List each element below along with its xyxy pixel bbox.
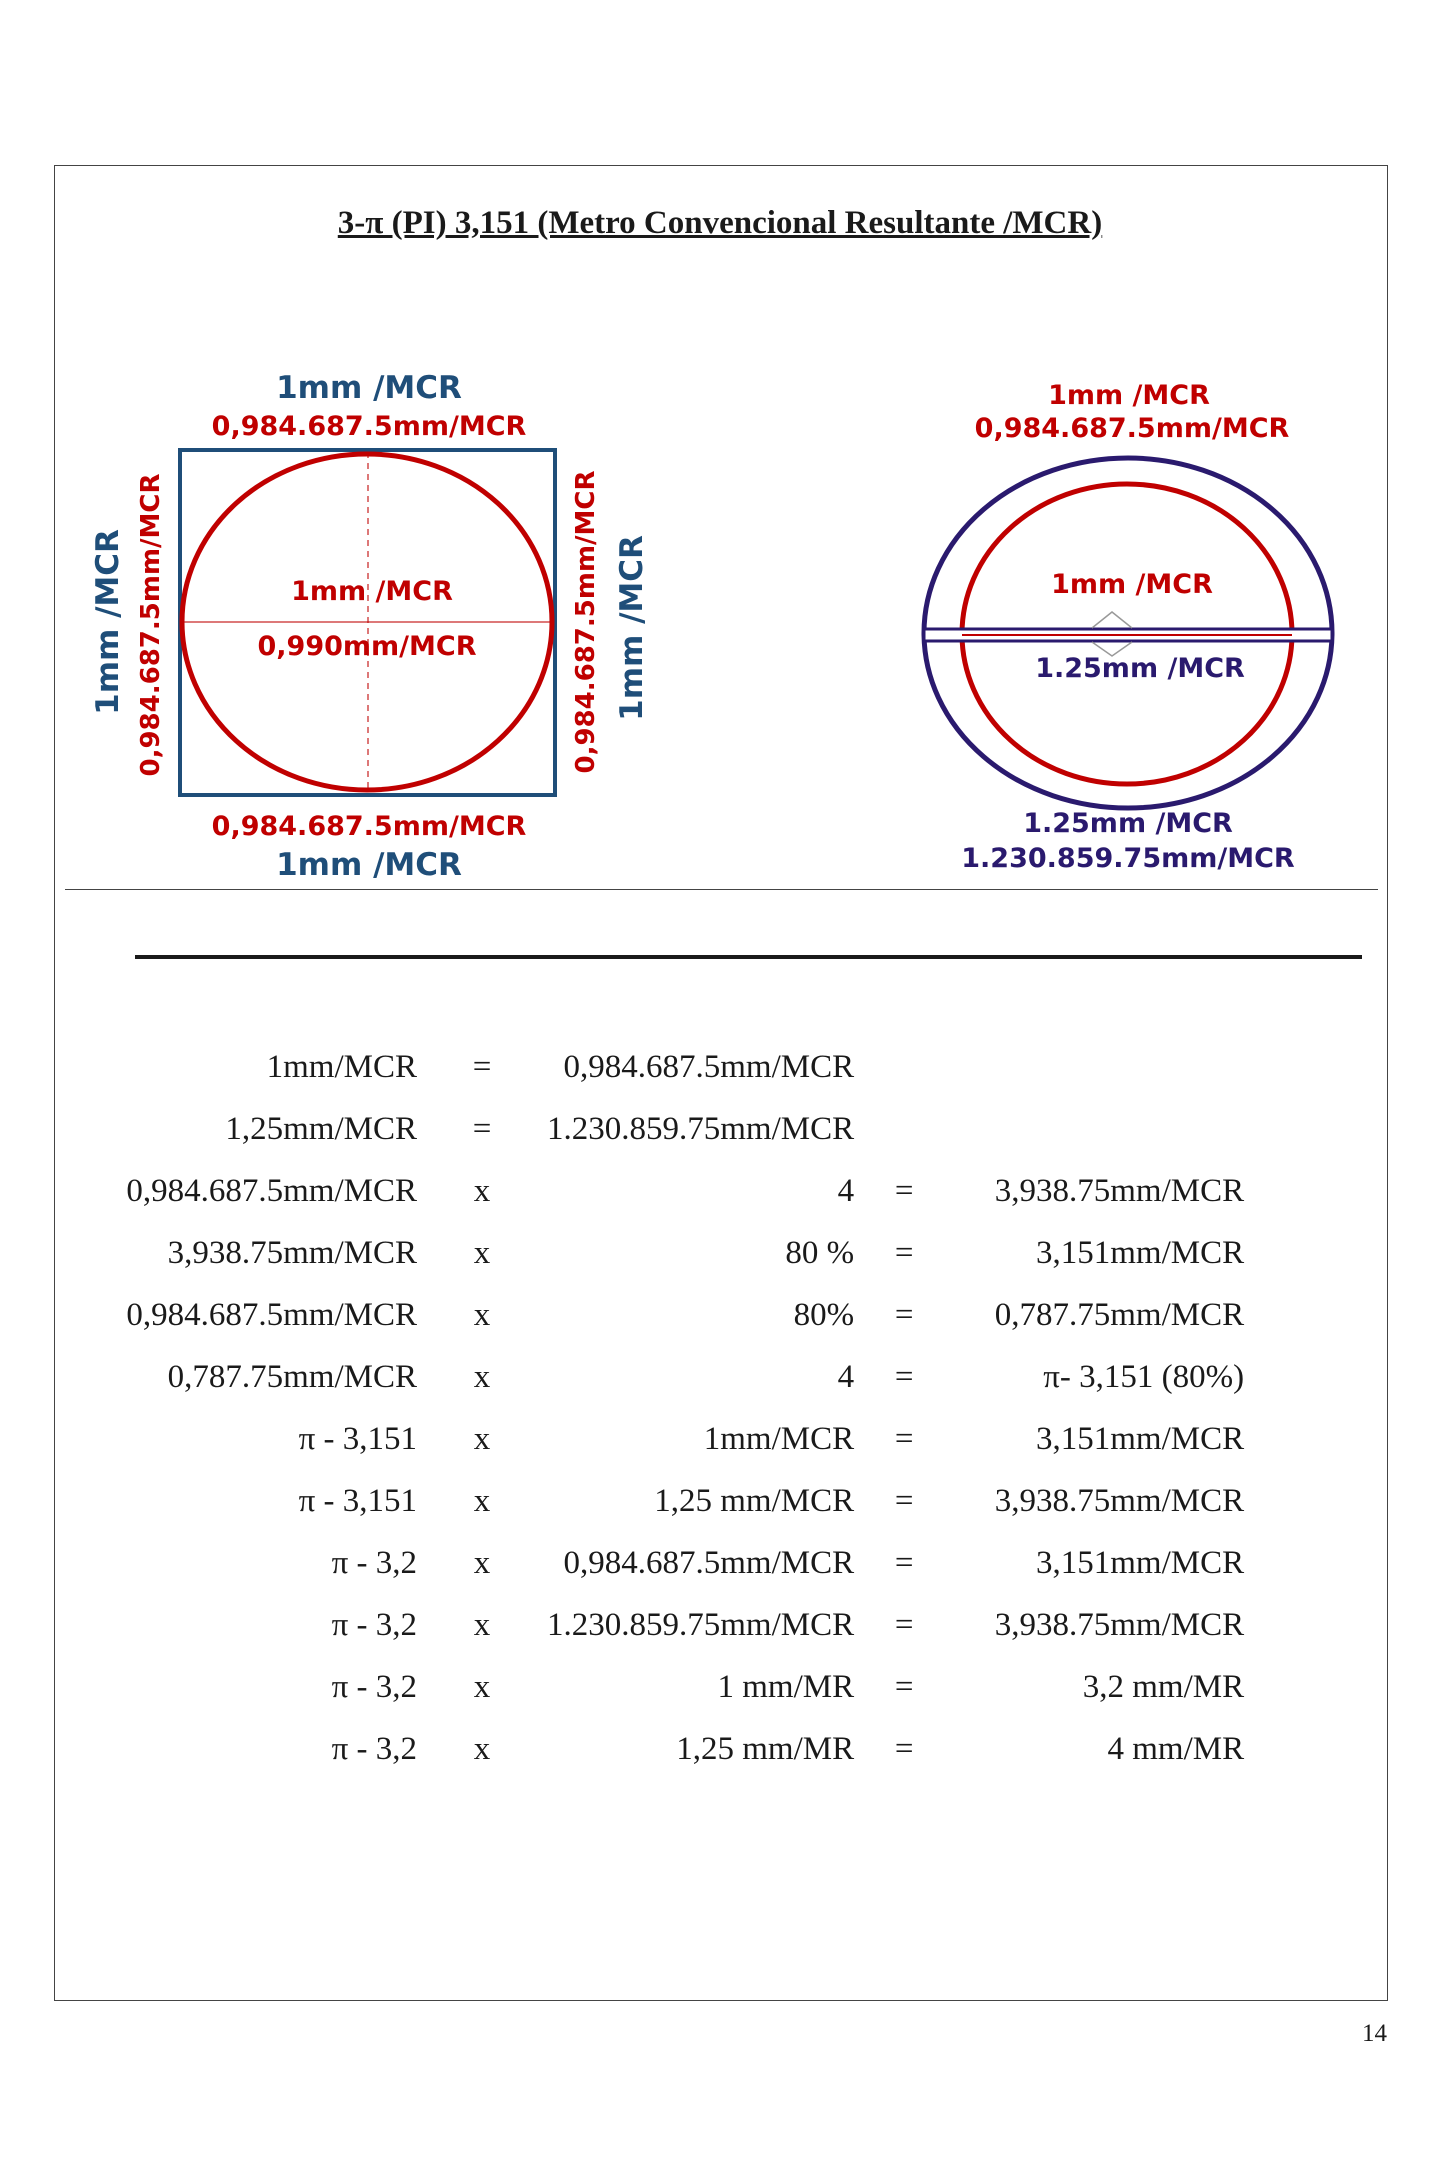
eq-operator: =: [472, 1110, 492, 1147]
eq-operator: x: [473, 1668, 491, 1705]
ring-diagram: [924, 380, 1332, 874]
ring-center-label-1: 1mm /MCR: [1051, 569, 1213, 600]
sq-center-label-1: 1mm /MCR: [291, 576, 453, 607]
eq-left: π - 3,151: [298, 1482, 417, 1519]
eq-left: π - 3,2: [331, 1606, 417, 1643]
eq-left: 0,787.75mm/MCR: [167, 1358, 417, 1395]
eq-result: 3,151mm/MCR: [1036, 1420, 1245, 1457]
eq-equals: =: [894, 1358, 914, 1395]
sq-center-label-2: 0,990mm/MCR: [257, 631, 477, 662]
eq-operand: 1,25 mm/MCR: [654, 1482, 855, 1519]
eq-left: 0,984.687.5mm/MCR: [126, 1296, 417, 1333]
eq-equals: =: [894, 1172, 914, 1209]
eq-operand: 0,984.687.5mm/MCR: [563, 1544, 855, 1581]
eq-left: π - 3,2: [331, 1668, 417, 1705]
eq-equals: =: [894, 1420, 914, 1457]
eq-operand: 80%: [793, 1296, 855, 1333]
eq-operand: 1,25 mm/MR: [676, 1730, 855, 1767]
sq-bottom-label-2: 1mm /MCR: [276, 847, 462, 883]
eq-operator: x: [473, 1420, 491, 1457]
page-number: 14: [1362, 2020, 1387, 2047]
eq-operator: x: [473, 1606, 491, 1643]
eq-result: [954, 1036, 1244, 1098]
eq-operand: 1mm/MCR: [703, 1420, 855, 1457]
eq-operand: 0,984.687.5mm/MCR: [563, 1048, 855, 1085]
eq-left: π - 3,2: [331, 1730, 417, 1767]
eq-operand: 1 mm/MR: [717, 1668, 855, 1705]
eq-operator: x: [473, 1234, 491, 1271]
eq-result: π- 3,151 (80%): [1043, 1358, 1245, 1395]
eq-operator: x: [473, 1544, 491, 1581]
eq-equals: [854, 1098, 954, 1160]
eq-left: 0,984.687.5mm/MCR: [126, 1172, 417, 1209]
eq-result: 3,2 mm/MR: [1082, 1668, 1245, 1705]
eq-equals: =: [894, 1544, 914, 1581]
eq-left: π - 3,2: [331, 1544, 417, 1581]
eq-operator: x: [473, 1358, 491, 1395]
equation-row: [80, 1470, 1244, 1532]
eq-result: [954, 1098, 1244, 1160]
square-diagram: [90, 370, 650, 883]
eq-equals: =: [894, 1296, 914, 1333]
eq-result: 3,938.75mm/MCR: [994, 1606, 1245, 1643]
page-title: 3-π (PI) 3,151 (Metro Convencional Resultante /MCR): [337, 205, 1103, 241]
eq-equals: =: [894, 1234, 914, 1271]
equation-row: [80, 1284, 1244, 1346]
eq-equals: =: [894, 1668, 914, 1705]
eq-operand: 1.230.859.75mm/MCR: [547, 1110, 855, 1147]
ring-center-label-2: 1.25mm /MCR: [1035, 653, 1245, 684]
eq-left: π - 3,151: [298, 1420, 417, 1457]
equation-row: [80, 1222, 1244, 1284]
sq-top-label-2: 0,984.687.5mm/MCR: [211, 411, 527, 442]
sq-left-label-inner: 0,984.687.5mm/MCR: [136, 473, 166, 777]
arrow-up-marker: [1092, 612, 1132, 628]
eq-result: 3,938.75mm/MCR: [994, 1172, 1245, 1209]
ring-top-label-2: 0,984.687.5mm/MCR: [974, 413, 1290, 444]
equation-row: [80, 1098, 1244, 1160]
diagram-separator: [65, 889, 1378, 890]
eq-equals: [854, 1036, 954, 1098]
eq-operator: x: [473, 1730, 491, 1767]
equation-row: [80, 1160, 1244, 1222]
sq-right-label-outer: 1mm /MCR: [614, 535, 650, 721]
equation-row: [80, 1408, 1244, 1470]
eq-operator: =: [472, 1048, 492, 1085]
ring-top-label-1: 1mm /MCR: [1048, 380, 1210, 411]
eq-equals: =: [894, 1482, 914, 1519]
eq-operator: x: [473, 1482, 491, 1519]
sq-top-label-1: 1mm /MCR: [276, 370, 462, 406]
eq-left: 1mm/MCR: [266, 1048, 417, 1085]
eq-operator: x: [473, 1296, 491, 1333]
equation-row: [80, 1656, 1244, 1718]
eq-left: 1,25mm/MCR: [225, 1110, 417, 1147]
sq-left-label-outer: 1mm /MCR: [90, 529, 126, 715]
sq-right-label-inner: 0,984.687.5mm/MCR: [571, 470, 601, 774]
eq-equals: =: [894, 1730, 914, 1767]
diagrams: [0, 0, 1440, 900]
equations-rule: [135, 955, 1362, 959]
equation-row: [80, 1346, 1244, 1408]
eq-left: 3,938.75mm/MCR: [167, 1234, 417, 1271]
eq-result: 3,938.75mm/MCR: [994, 1482, 1245, 1519]
eq-result: 3,151mm/MCR: [1036, 1544, 1245, 1581]
equation-row: [80, 1532, 1244, 1594]
eq-result: 4 mm/MR: [1107, 1730, 1245, 1767]
equation-row: [80, 1718, 1244, 1780]
eq-result: 0,787.75mm/MCR: [994, 1296, 1245, 1333]
ring-bottom-label-2: 1.230.859.75mm/MCR: [961, 843, 1295, 874]
equation-row: [80, 1036, 1244, 1098]
sq-bottom-label-1: 0,984.687.5mm/MCR: [211, 811, 527, 842]
equation-row: [80, 1594, 1244, 1656]
eq-operand: 1.230.859.75mm/MCR: [547, 1606, 855, 1643]
eq-operand: 4: [837, 1172, 855, 1209]
eq-result: 3,151mm/MCR: [1036, 1234, 1245, 1271]
eq-operand: 4: [837, 1358, 855, 1395]
equations-table: [80, 1036, 1244, 1780]
eq-equals: =: [894, 1606, 914, 1643]
ring-bottom-label-1: 1.25mm /MCR: [1023, 808, 1233, 839]
eq-operator: x: [473, 1172, 491, 1209]
eq-operand: 80 %: [785, 1234, 855, 1271]
